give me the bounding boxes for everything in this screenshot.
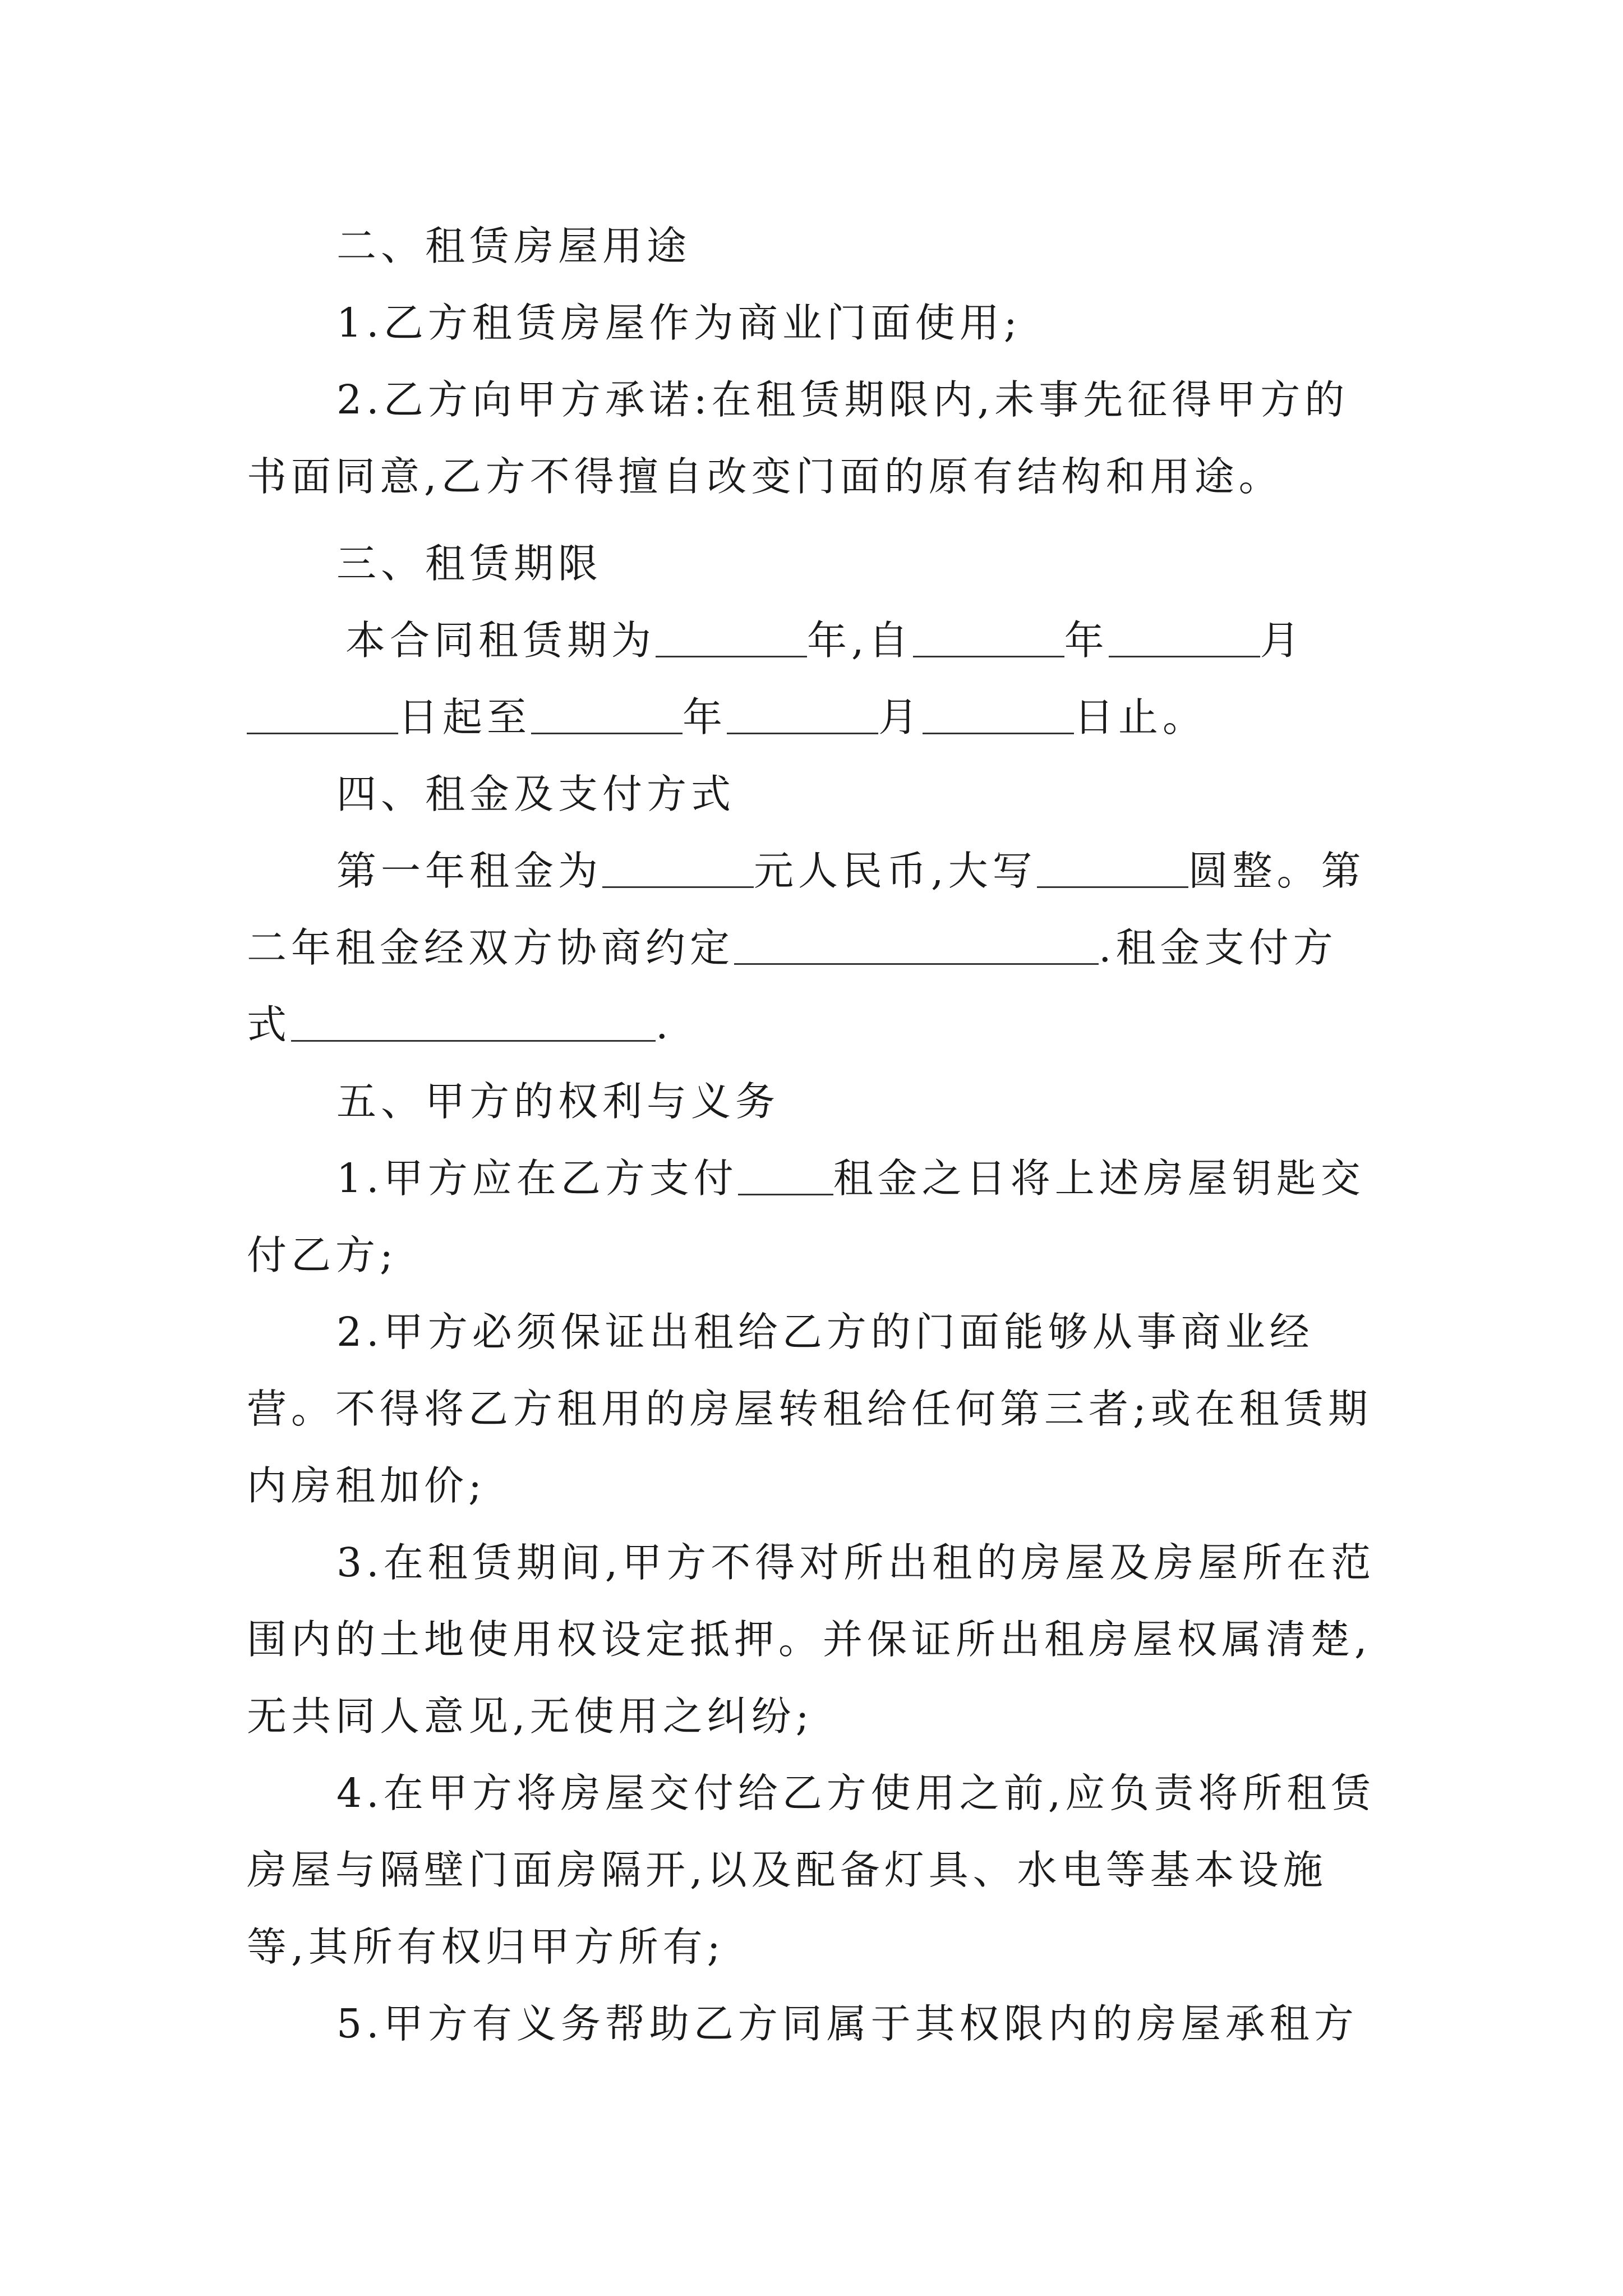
section-5-item-3: 3.在租赁期间,甲方不得对所出租的房屋及房屋所在范围内的土地使用权设定抵押。并保证所出租房屋权属清楚,无共同人意见,无使用之纠纷; — [247, 1539, 1376, 1740]
end-month-blank[interactable] — [727, 699, 878, 734]
section-5-item-5: 5.甲方有义务帮助乙方同属于其权限内的房屋承租方 — [336, 2000, 1358, 2047]
section-2-heading: 二、租赁房屋用途 — [336, 223, 691, 269]
rent-text-1: 第一年租金为 — [336, 848, 603, 894]
section-3-heading: 三、租赁期限 — [336, 540, 603, 587]
lease-term-text-7: 月 — [878, 694, 923, 740]
section-2-item-1: 1.乙方租赁房屋作为商业门面使用; — [336, 300, 1022, 346]
section-5-heading: 五、甲方的权利与义务 — [336, 1078, 780, 1125]
lease-term-text-5: 日起至 — [398, 694, 532, 740]
start-month-blank[interactable] — [1109, 622, 1260, 657]
lease-term-text-3: 年 — [1064, 617, 1109, 664]
start-day-blank[interactable] — [247, 699, 398, 734]
section-2-item-2: 2.乙方向甲方承诺:在租赁期限内,未事先征得甲方的书面同意,乙方不得擅自改变门面的原有结构和用途。 — [247, 376, 1349, 500]
end-year-blank[interactable] — [531, 699, 683, 734]
first-year-rent-blank[interactable] — [602, 853, 754, 888]
lease-term-text-8: 日止。 — [1074, 694, 1207, 740]
second-year-rent-blank[interactable] — [734, 930, 1099, 965]
rent-text-5: . — [656, 1001, 673, 1048]
lease-term-text-4: 月 — [1260, 617, 1304, 664]
section-3-lease-term — [247, 602, 1380, 756]
rent-text-4: .租金支付方式 — [247, 924, 1338, 1048]
rent-in-words-blank[interactable] — [1037, 853, 1188, 888]
key-delivery-blank[interactable] — [738, 1160, 833, 1195]
section-4-heading: 四、租金及支付方式 — [336, 771, 736, 817]
payment-method-blank[interactable] — [291, 1006, 656, 1042]
rent-text-3: 圆整。第二年租金经双方协商约定 — [247, 848, 1366, 971]
lease-term-text-6: 年 — [683, 694, 727, 740]
section-4-rent — [247, 832, 1380, 1063]
start-year-blank[interactable] — [913, 622, 1064, 657]
rent-text-2: 元人民币,大写 — [754, 848, 1037, 894]
lease-term-text-1: 本合同租赁期为 — [345, 617, 656, 664]
item-1-text-a: 1.甲方应在乙方支付 — [336, 1155, 738, 1202]
lease-years-blank[interactable] — [656, 622, 807, 657]
section-5-item-2: 2.甲方必须保证出租给乙方的门面能够从事商业经营。不得将乙方租用的房屋转租给任何第三者;或在租赁期内房租加价; — [247, 1309, 1372, 1509]
item-1-text-b: 租金之日将上述房屋钥匙交付乙方; — [247, 1155, 1365, 1278]
section-5-item-4: 4.在甲方将房屋交付给乙方使用之前,应负责将所租赁房屋与隔壁门面房隔开,以及配备灯具、水电等基本设施等,其所有权归甲方所有; — [247, 1770, 1376, 1970]
section-5-item-1 — [247, 1140, 1380, 1294]
document-body — [247, 208, 1380, 2062]
lease-term-text-2: 年,自 — [807, 617, 913, 664]
end-day-blank[interactable] — [923, 699, 1074, 734]
